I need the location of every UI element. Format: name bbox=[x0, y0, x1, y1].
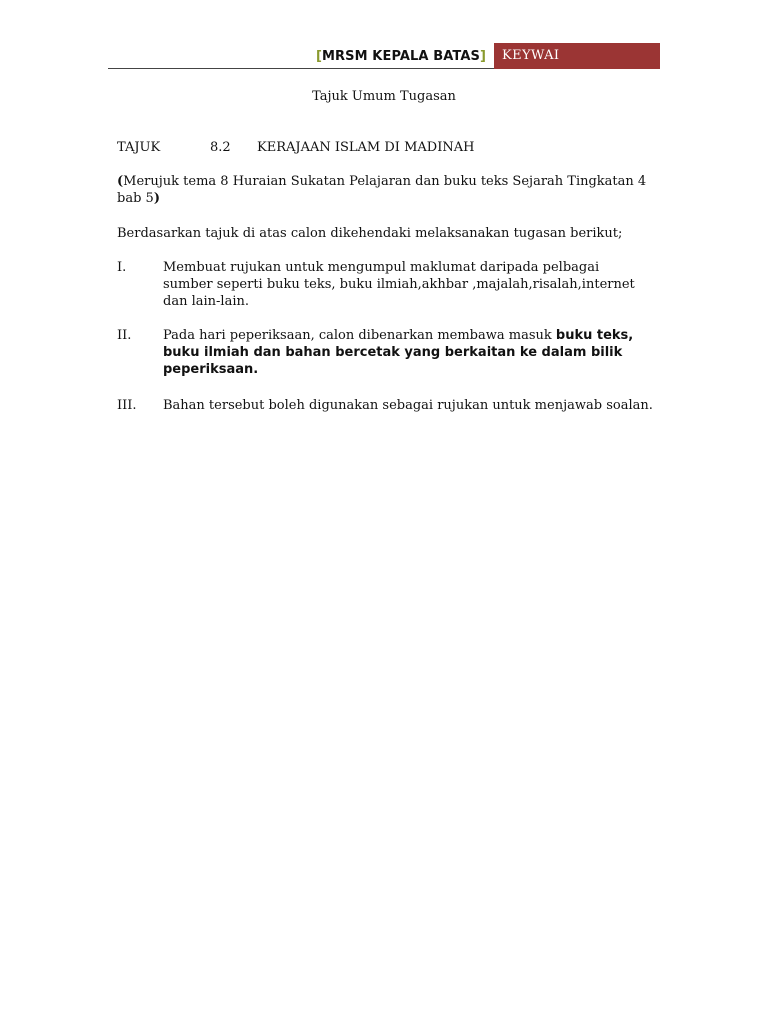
item-2-bold-2: buku ilmiah dan bahan bercetak yang berkaitan ke dalam bilik bbox=[163, 345, 623, 360]
item-text-2 bbox=[163, 327, 663, 378]
document-title: Tajuk Umum Tugasan bbox=[312, 89, 456, 104]
item-2-bold-3: peperiksaan. bbox=[163, 362, 259, 377]
reference-text-1: Merujuk tema 8 Huraian Sukatan Pelajaran dan buku teks Sejarah Tingkatan 4 bbox=[123, 174, 647, 189]
school-name bbox=[316, 49, 486, 64]
item-3-line-1: Bahan tersebut boleh digunakan sebagai rujukan untuk menjawab soalan. bbox=[163, 398, 653, 413]
topic-label: TAJUK bbox=[117, 140, 161, 155]
item-number-1: I. bbox=[117, 260, 127, 275]
instruction-text: Berdasarkan tajuk di atas calon dikehendaki melaksanakan tugasan berikut; bbox=[117, 226, 623, 241]
keyword-box bbox=[494, 43, 660, 69]
item-2-plain: Pada hari peperiksaan, calon dibenarkan membawa masuk bbox=[163, 328, 556, 343]
item-2-bold-1: buku teks, bbox=[555, 328, 634, 343]
item-text-1 bbox=[163, 259, 663, 310]
page-header bbox=[108, 43, 660, 69]
reference-close-paren: ) bbox=[153, 191, 160, 206]
item-1-line-1: Membuat rujukan untuk mengumpul maklumat daripada pelbagai bbox=[163, 260, 600, 275]
item-1-line-3: dan lain-lain. bbox=[163, 294, 249, 309]
school-name-text: MRSM KEPALA BATAS bbox=[322, 49, 480, 64]
keyword-text: KEYWAI bbox=[502, 48, 560, 63]
item-text-3 bbox=[163, 397, 663, 414]
reference-line-2 bbox=[117, 190, 160, 207]
item-number-3: III. bbox=[117, 398, 137, 413]
topic-number: 8.2 bbox=[210, 140, 231, 155]
reference-line-1 bbox=[117, 173, 646, 190]
bracket-open: [ bbox=[315, 49, 323, 64]
item-1-line-2: sumber seperti buku teks, buku ilmiah,akhbar ,majalah,risalah,internet bbox=[163, 277, 635, 292]
item-2-line-1 bbox=[163, 327, 663, 344]
bracket-close: ] bbox=[479, 49, 486, 64]
topic-name: KERAJAAN ISLAM DI MADINAH bbox=[257, 140, 475, 155]
reference-open-paren: ( bbox=[117, 174, 124, 189]
item-number-2: II. bbox=[117, 328, 132, 343]
reference-text-2: bab 5 bbox=[117, 191, 154, 206]
header-rule bbox=[108, 68, 494, 69]
